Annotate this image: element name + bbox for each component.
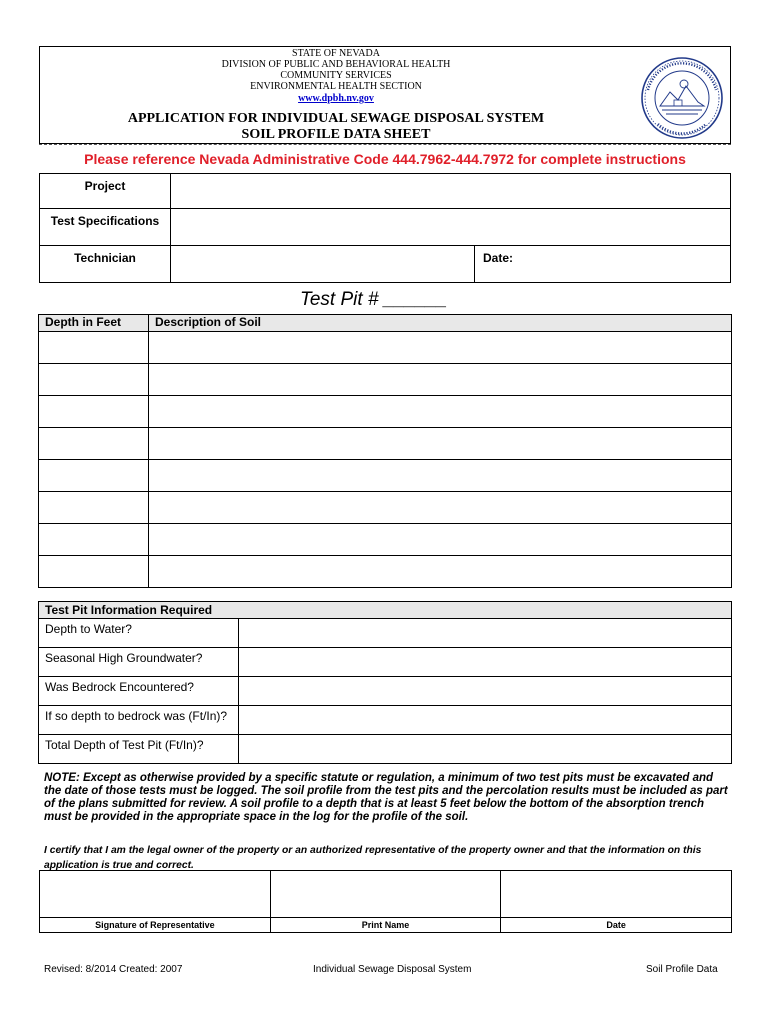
header-services: COMMUNITY SERVICES xyxy=(280,70,392,81)
signature-field[interactable] xyxy=(40,871,271,918)
depth-to-water-field[interactable] xyxy=(239,619,732,648)
signature-table xyxy=(39,870,732,933)
table-row xyxy=(39,396,732,428)
description-cell[interactable] xyxy=(149,364,732,396)
nevada-seal-icon xyxy=(640,56,724,140)
total-depth-label: Total Depth of Test Pit (Ft/In)? xyxy=(39,735,239,764)
depth-cell[interactable] xyxy=(39,524,149,556)
project-field[interactable] xyxy=(171,174,731,209)
table-row xyxy=(39,428,732,460)
website-link[interactable]: www.dpbh.nv.gov xyxy=(298,93,374,104)
form-title-line1: APPLICATION FOR INDIVIDUAL SEWAGE DISPOSAL SYSTEM xyxy=(127,111,545,126)
depth-cell[interactable] xyxy=(39,460,149,492)
test-pit-title: Test Pit # ______ xyxy=(300,289,448,310)
header-section: ENVIRONMENTAL HEALTH SECTION xyxy=(250,81,422,92)
total-depth-field[interactable] xyxy=(239,735,732,764)
form-title-line2: SOIL PROFILE DATA SHEET xyxy=(241,127,431,142)
test-specifications-label: Test Specifications xyxy=(40,209,171,246)
depth-cell[interactable] xyxy=(39,396,149,428)
print-name-field[interactable] xyxy=(270,871,501,918)
depth-cell[interactable] xyxy=(39,428,149,460)
bedrock-encountered-label: Was Bedrock Encountered? xyxy=(39,677,239,706)
bedrock-depth-label: If so depth to bedrock was (Ft/In)? xyxy=(39,706,239,735)
description-cell[interactable] xyxy=(149,460,732,492)
description-cell[interactable] xyxy=(149,524,732,556)
test-pit-info-heading: Test Pit Information Required xyxy=(39,602,732,619)
test-specifications-field[interactable] xyxy=(171,209,731,246)
table-row xyxy=(39,460,732,492)
depth-cell[interactable] xyxy=(39,364,149,396)
footer-revised: Revised: 8/2014 Created: 2007 xyxy=(44,964,183,975)
signature-label: Signature of Representative xyxy=(40,918,271,933)
footer-center: Individual Sewage Disposal System xyxy=(313,964,472,975)
description-column-header: Description of Soil xyxy=(149,315,732,332)
table-row xyxy=(39,364,732,396)
date-label: Date: xyxy=(483,251,514,265)
table-row xyxy=(39,556,732,588)
table-row xyxy=(39,492,732,524)
project-label: Project xyxy=(40,174,171,209)
description-cell[interactable] xyxy=(149,556,732,588)
technician-field[interactable] xyxy=(171,246,475,283)
bedrock-depth-field[interactable] xyxy=(239,706,732,735)
header-division: DIVISION OF PUBLIC AND BEHAVIORAL HEALTH xyxy=(221,59,451,70)
header-divider xyxy=(39,144,731,145)
description-cell[interactable] xyxy=(149,428,732,460)
signature-date-field[interactable] xyxy=(501,871,732,918)
certification-text: I certify that I am the legal owner of the property or an authorized representative of the property owner and that the information on this application is true and correct. xyxy=(44,845,702,871)
table-row xyxy=(39,524,732,556)
project-table xyxy=(39,173,731,283)
header-state: STATE OF NEVADA xyxy=(292,48,380,59)
footer-right: Soil Profile Data xyxy=(646,964,718,975)
seasonal-high-groundwater-label: Seasonal High Groundwater? xyxy=(39,648,239,677)
table-row xyxy=(39,332,732,364)
technician-label: Technician xyxy=(40,246,171,283)
description-cell[interactable] xyxy=(149,332,732,364)
depth-cell[interactable] xyxy=(39,556,149,588)
note-text: NOTE: Except as otherwise provided by a specific statute or regulation, a minimum of two test pits must be excavated and the date of those tests must be logged. The soil profile from the test pits and the percolation results must be included as part of the plans submitted for review. A soil profile to a depth that is at least 5 feet below the bottom of the absorption trench must be provided in the appropriate space in the log for the profile of the soil. xyxy=(44,772,728,823)
description-cell[interactable] xyxy=(149,396,732,428)
description-cell[interactable] xyxy=(149,492,732,524)
date-field[interactable] xyxy=(475,246,731,283)
test-pit-info-table xyxy=(38,601,732,764)
depth-column-header: Depth in Feet xyxy=(39,315,149,332)
soil-profile-table xyxy=(38,314,732,588)
bedrock-encountered-field[interactable] xyxy=(239,677,732,706)
nac-reference: Please reference Nevada Administrative Code 444.7962-444.7972 for complete instructions xyxy=(84,151,686,167)
depth-to-water-label: Depth to Water? xyxy=(39,619,239,648)
depth-cell[interactable] xyxy=(39,492,149,524)
signature-date-label: Date xyxy=(501,918,732,933)
print-name-label: Print Name xyxy=(270,918,501,933)
depth-cell[interactable] xyxy=(39,332,149,364)
seasonal-high-groundwater-field[interactable] xyxy=(239,648,732,677)
